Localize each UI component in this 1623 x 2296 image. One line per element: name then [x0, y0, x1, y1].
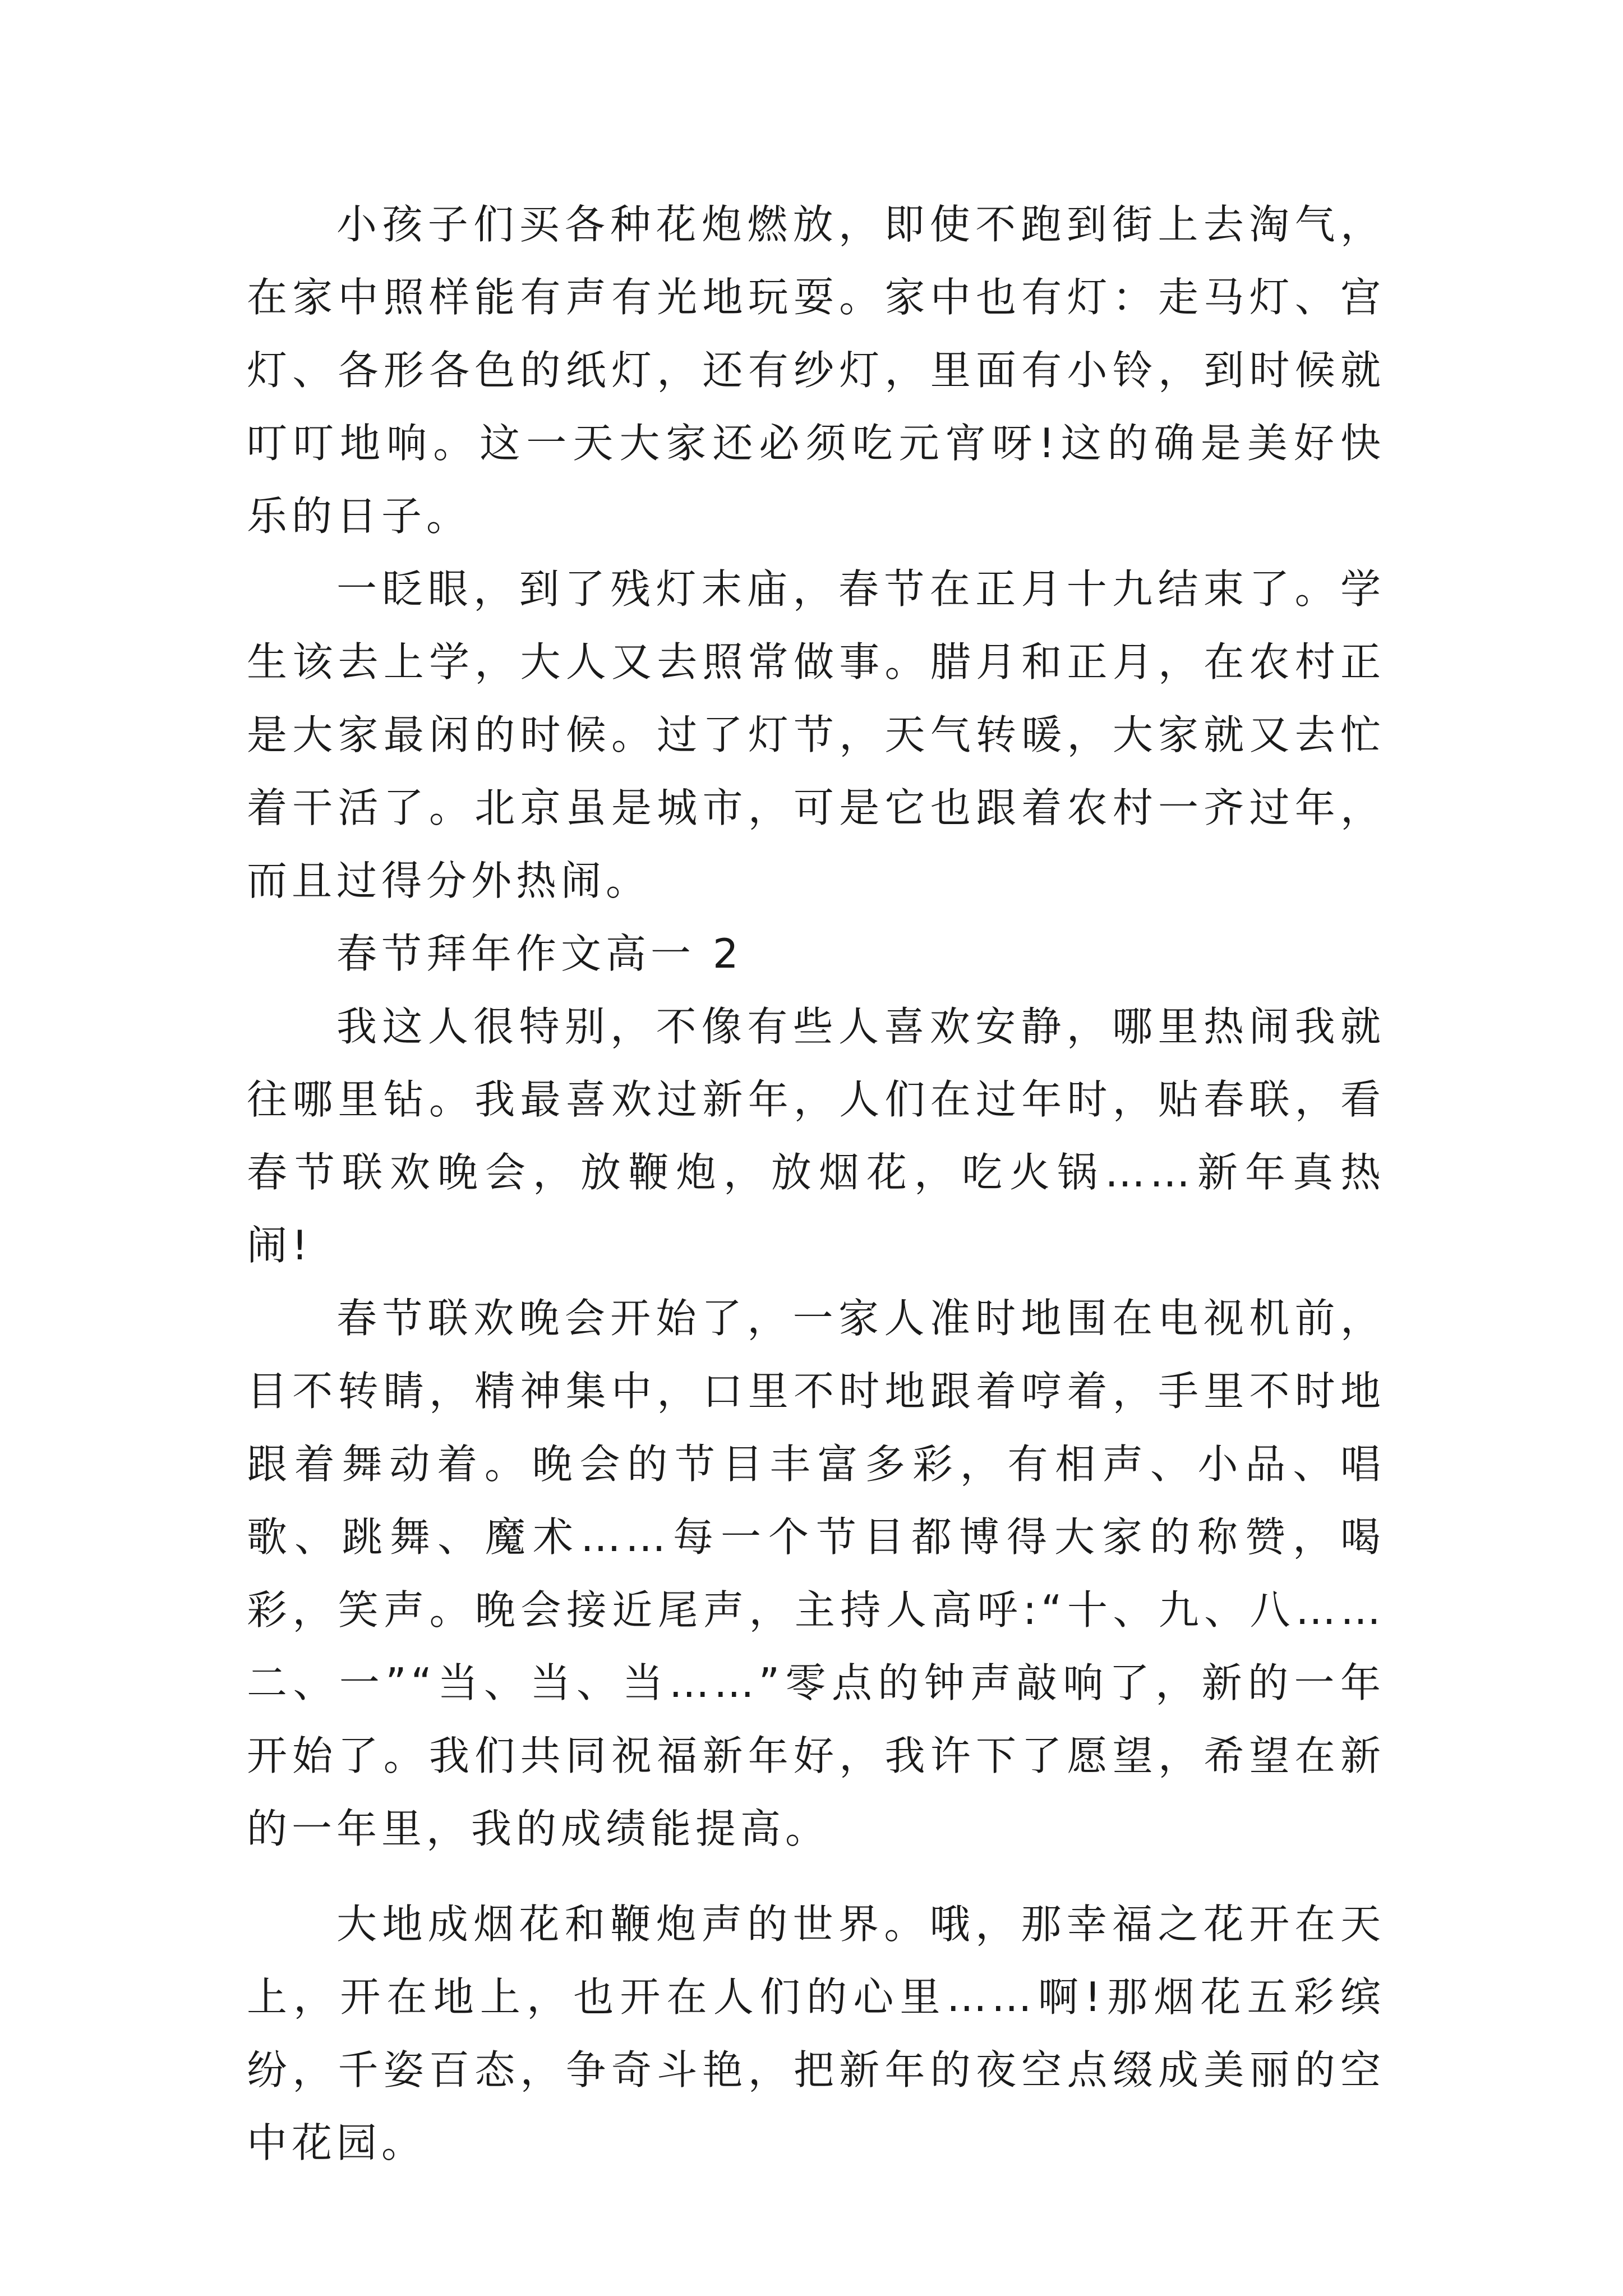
paragraph-fireworks: 大地成烟花和鞭炮声的世界。哦，那幸福之花开在天上，开在地上，也开在人们的心里……啊!那烟花五彩缤纷，千姿百态，争奇斗艳，把新年的夜空点缀成美丽的空中花园。 [247, 1901, 1385, 2166]
document-body [247, 188, 1385, 2179]
paragraph-gala: 春节联欢晚会开始了，一家人准时地围在电视机前，目不转睛，精神集中，口里不时地跟着哼着，手里不时地跟着舞动着。晚会的节目丰富多彩，有相声、小品、唱歌、跳舞、魔术……每一个节目都博得大家的称赞，喝彩，笑声。晚会接近尾声，主持人高呼:“十、九、八……二、一”“当、当、当……”零点的钟声敲响了，新的一年开始了。我们共同祝福新年好，我许下了愿望，希望在新的一年里，我的成绩能提高。 [247, 1295, 1385, 1852]
paragraph-festival-end: 一眨眼，到了残灯末庙，春节在正月十九结束了。学生该去上学，大人又去照常做事。腊月和正月，在农村正是大家最闲的时候。过了灯节，天气转暖，大家就又去忙着干活了。北京虽是城市，可是它也跟着农村一齐过年，而且过得分外热闹。 [247, 565, 1385, 904]
paragraph-lanterns: 小孩子们买各种花炮燃放，即使不跑到街上去淘气，在家中照样能有声有光地玩耍。家中也有灯：走马灯、宫灯、各形各色的纸灯，还有纱灯，里面有小铃，到时候就叮叮地响。这一天大家还必须吃元宵呀!这的确是美好快乐的日子。 [247, 201, 1385, 540]
paragraph-intro: 我这人很特别，不像有些人喜欢安静，哪里热闹我就往哪里钻。我最喜欢过新年，人们在过年时，贴春联，看春节联欢晚会，放鞭炮，放烟花，吃火锅……新年真热闹! [247, 1003, 1385, 1269]
section-heading: 春节拜年作文高一 2 [336, 930, 743, 977]
